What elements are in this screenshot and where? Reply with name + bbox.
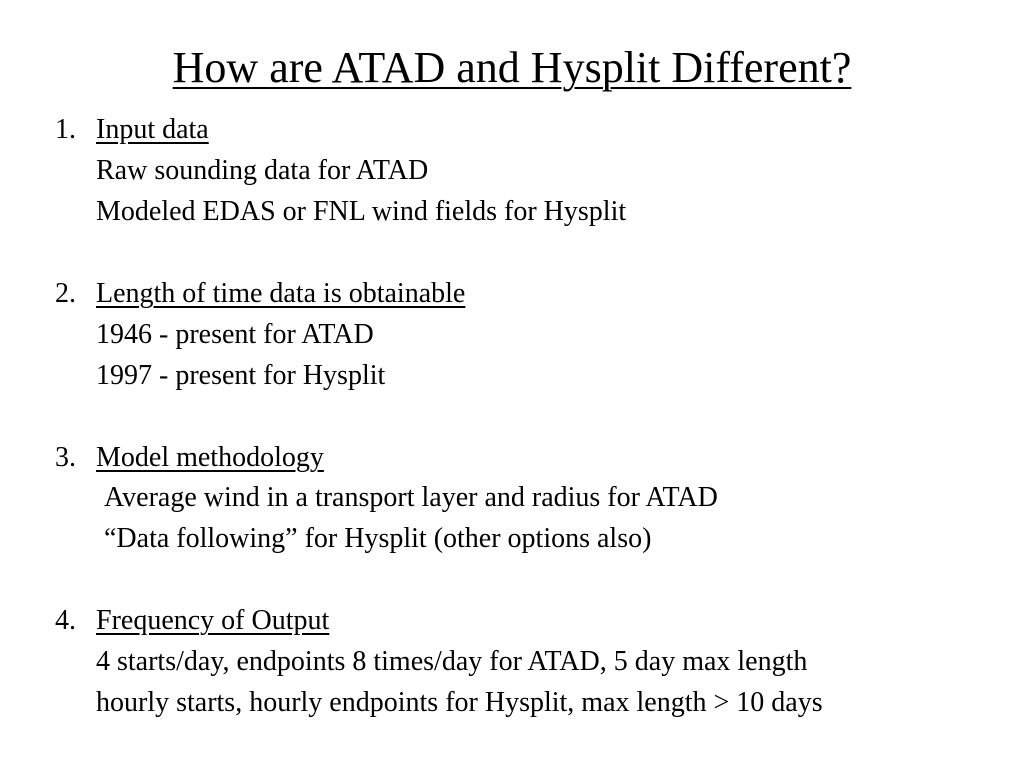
item-4-line-1: 4 starts/day, endpoints 8 times/day for ATAD, 5 day max length <box>96 646 808 677</box>
item-1-line-2: Modeled EDAS or FNL wind fields for Hysplit <box>96 196 627 227</box>
item-2-line-1: 1946 - present for ATAD <box>96 319 374 350</box>
item-1-number: 1. <box>55 114 76 145</box>
item-4-number: 4. <box>55 605 76 636</box>
item-2-number: 2. <box>55 278 76 309</box>
item-1-heading: Input data <box>96 114 209 145</box>
item-3-line-1: Average wind in a transport layer and radius for ATAD <box>104 482 718 513</box>
item-4-line-2: hourly starts, hourly endpoints for Hysplit, max length > 10 days <box>96 687 823 718</box>
item-4-heading: Frequency of Output <box>96 605 330 636</box>
item-2-heading: Length of time data is obtainable <box>96 278 466 309</box>
item-3-line-2: “Data following” for Hysplit (other options also) <box>104 523 652 554</box>
item-3-number: 3. <box>55 442 76 473</box>
item-1-line-1: Raw sounding data for ATAD <box>96 155 429 186</box>
item-3-heading: Model methodology <box>96 442 324 473</box>
slide-title: How are ATAD and Hysplit Different? <box>172 43 852 92</box>
item-2-line-2: 1997 - present for Hysplit <box>96 360 386 391</box>
